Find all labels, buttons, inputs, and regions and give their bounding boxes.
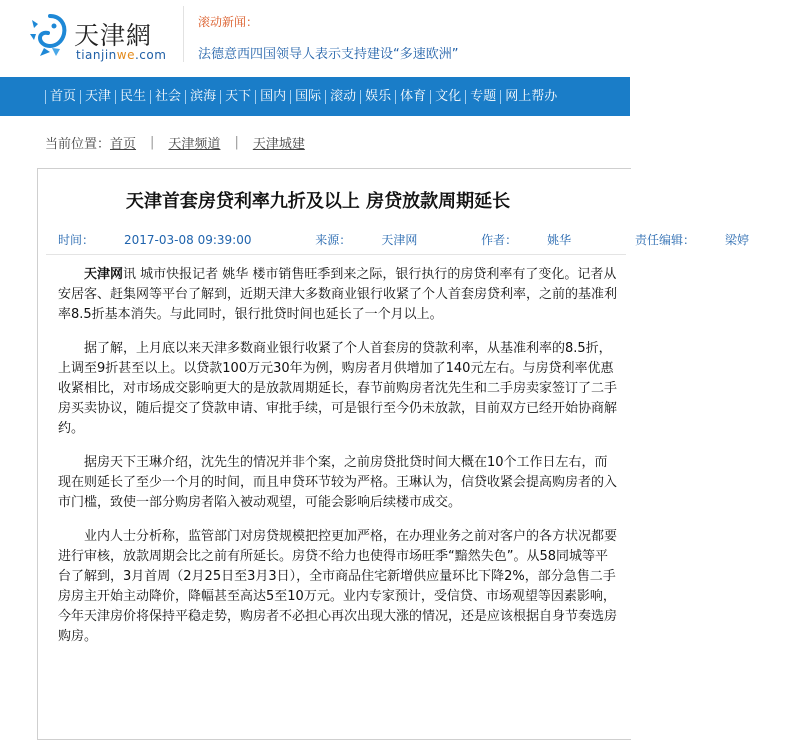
- paragraph-1: 天津网讯 城市快报记者 姚华 楼市销售旺季到来之际，银行执行的房贷利率有了变化。记者从安居客、赶集网等平台了解到，近期天津大多数商业银行收紧了个人首套房贷利率，之前的基准利率8.5折基本消失。与此同时，银行批贷时间也延长了一个月以上。: [58, 267, 618, 322]
- article-body: [58, 265, 620, 661]
- paragraph-4: 业内人士分析称，监管部门对房贷规模把控更加严格，在办理业务之前对客户的各方状况都要进行审核，放款周期会比之前有所延长。房贷不给力也使得市场旺季“黯然失色”。从58同城等平台了解到，3月首周（2月25日至3月3日），全市商品住宅新增供应量环比下降2%，部分急售二手房房主开始主动降价，降幅甚至高达5至10万元。业内专家预计，受信贷、市场观望等因素影响，今年天津房价将保持平稳走势，购房者不必担心再次出现大涨的情况，还是应该根据自身节奏选房购房。: [58, 529, 618, 644]
- nav-item-online-service[interactable]: 网上帮办: [500, 90, 561, 104]
- logo-domain-text: tianjinwe.com: [76, 48, 167, 62]
- paragraph-3: 据房天下王琳介绍，沈先生的情况并非个案，之前房贷批贷时间大概在10个工作日左右，而现在则延长了至少一个月的时间，而且申贷环节较为严格。王琳认为，信贷收紧会提高购房者的入市门槛，致使一部分购房者陷入被动观望，可能会影响后续楼市成交。: [58, 455, 618, 510]
- article-editor: 责任编辑： 梁婷: [635, 233, 750, 247]
- main-nav: [0, 77, 630, 116]
- site-header: [0, 0, 630, 75]
- breadcrumb: [45, 133, 305, 152]
- article-source: 来源： 天津网: [315, 233, 418, 247]
- site-logo[interactable]: [30, 10, 180, 65]
- publish-time: 时间： 2017-03-08 09:39:00: [58, 233, 252, 247]
- nav-item-society[interactable]: 社会: [150, 90, 185, 104]
- nav-item-world[interactable]: 天下: [220, 90, 255, 104]
- meta-divider: [46, 254, 626, 255]
- article-meta: [58, 231, 809, 248]
- breadcrumb-separator: |: [150, 135, 155, 150]
- paragraph-2: 据了解，上月底以来天津多数商业银行收紧了个人首套房的贷款利率，从基准利率的8.5折，上调至9折甚至以上。以贷款100万元30年为例，购房者月供增加了140元左右。与房贷利率优惠收紧相比，对市场成交影响更大的是放款周期延长，春节前购房者沈先生和二手房卖家签订了二手房买卖协议，随后提交了贷款申请、审批手续，可是银行至今仍未放款，目前双方已经开始协商解约。: [58, 341, 618, 436]
- article-author: 作者： 姚华: [481, 233, 572, 247]
- nav-item-entertainment[interactable]: 娱乐: [360, 90, 395, 104]
- breadcrumb-home-link[interactable]: 首页: [110, 137, 137, 152]
- nav-item-sports[interactable]: 体育: [395, 90, 430, 104]
- breadcrumb-label: 当前位置：: [45, 137, 111, 152]
- logo-chinese-text: 天津網: [74, 21, 153, 50]
- breadcrumb-channel-link[interactable]: 天津频道: [168, 137, 221, 152]
- article-title: 天津首套房贷利率九折及以上 房贷放款周期延长: [125, 191, 511, 212]
- nav-item-domestic[interactable]: 国内: [255, 90, 290, 104]
- nav-item-tianjin[interactable]: 天津: [80, 90, 115, 104]
- fish-logo-icon: [30, 12, 70, 58]
- ticker-news-link[interactable]: 法德意西四国领导人表示支持建设“多速欧洲”: [198, 47, 459, 62]
- header-divider: [183, 6, 184, 62]
- breadcrumb-separator: |: [234, 135, 239, 150]
- nav-item-rolling[interactable]: 滚动: [325, 90, 360, 104]
- nav-item-home[interactable]: 首页: [45, 90, 80, 104]
- nav-item-binhai[interactable]: 滨海: [185, 90, 220, 104]
- lead-source: 天津网: [84, 267, 124, 282]
- nav-item-culture[interactable]: 文化: [430, 90, 465, 104]
- breadcrumb-section-link[interactable]: 天津城建: [252, 137, 305, 152]
- ticker-label: 滚动新闻：: [198, 15, 259, 29]
- nav-item-minsheng[interactable]: 民生: [115, 90, 150, 104]
- article-container: [37, 168, 750, 740]
- nav-item-special[interactable]: 专题: [465, 90, 500, 104]
- nav-item-international[interactable]: 国际: [290, 90, 325, 104]
